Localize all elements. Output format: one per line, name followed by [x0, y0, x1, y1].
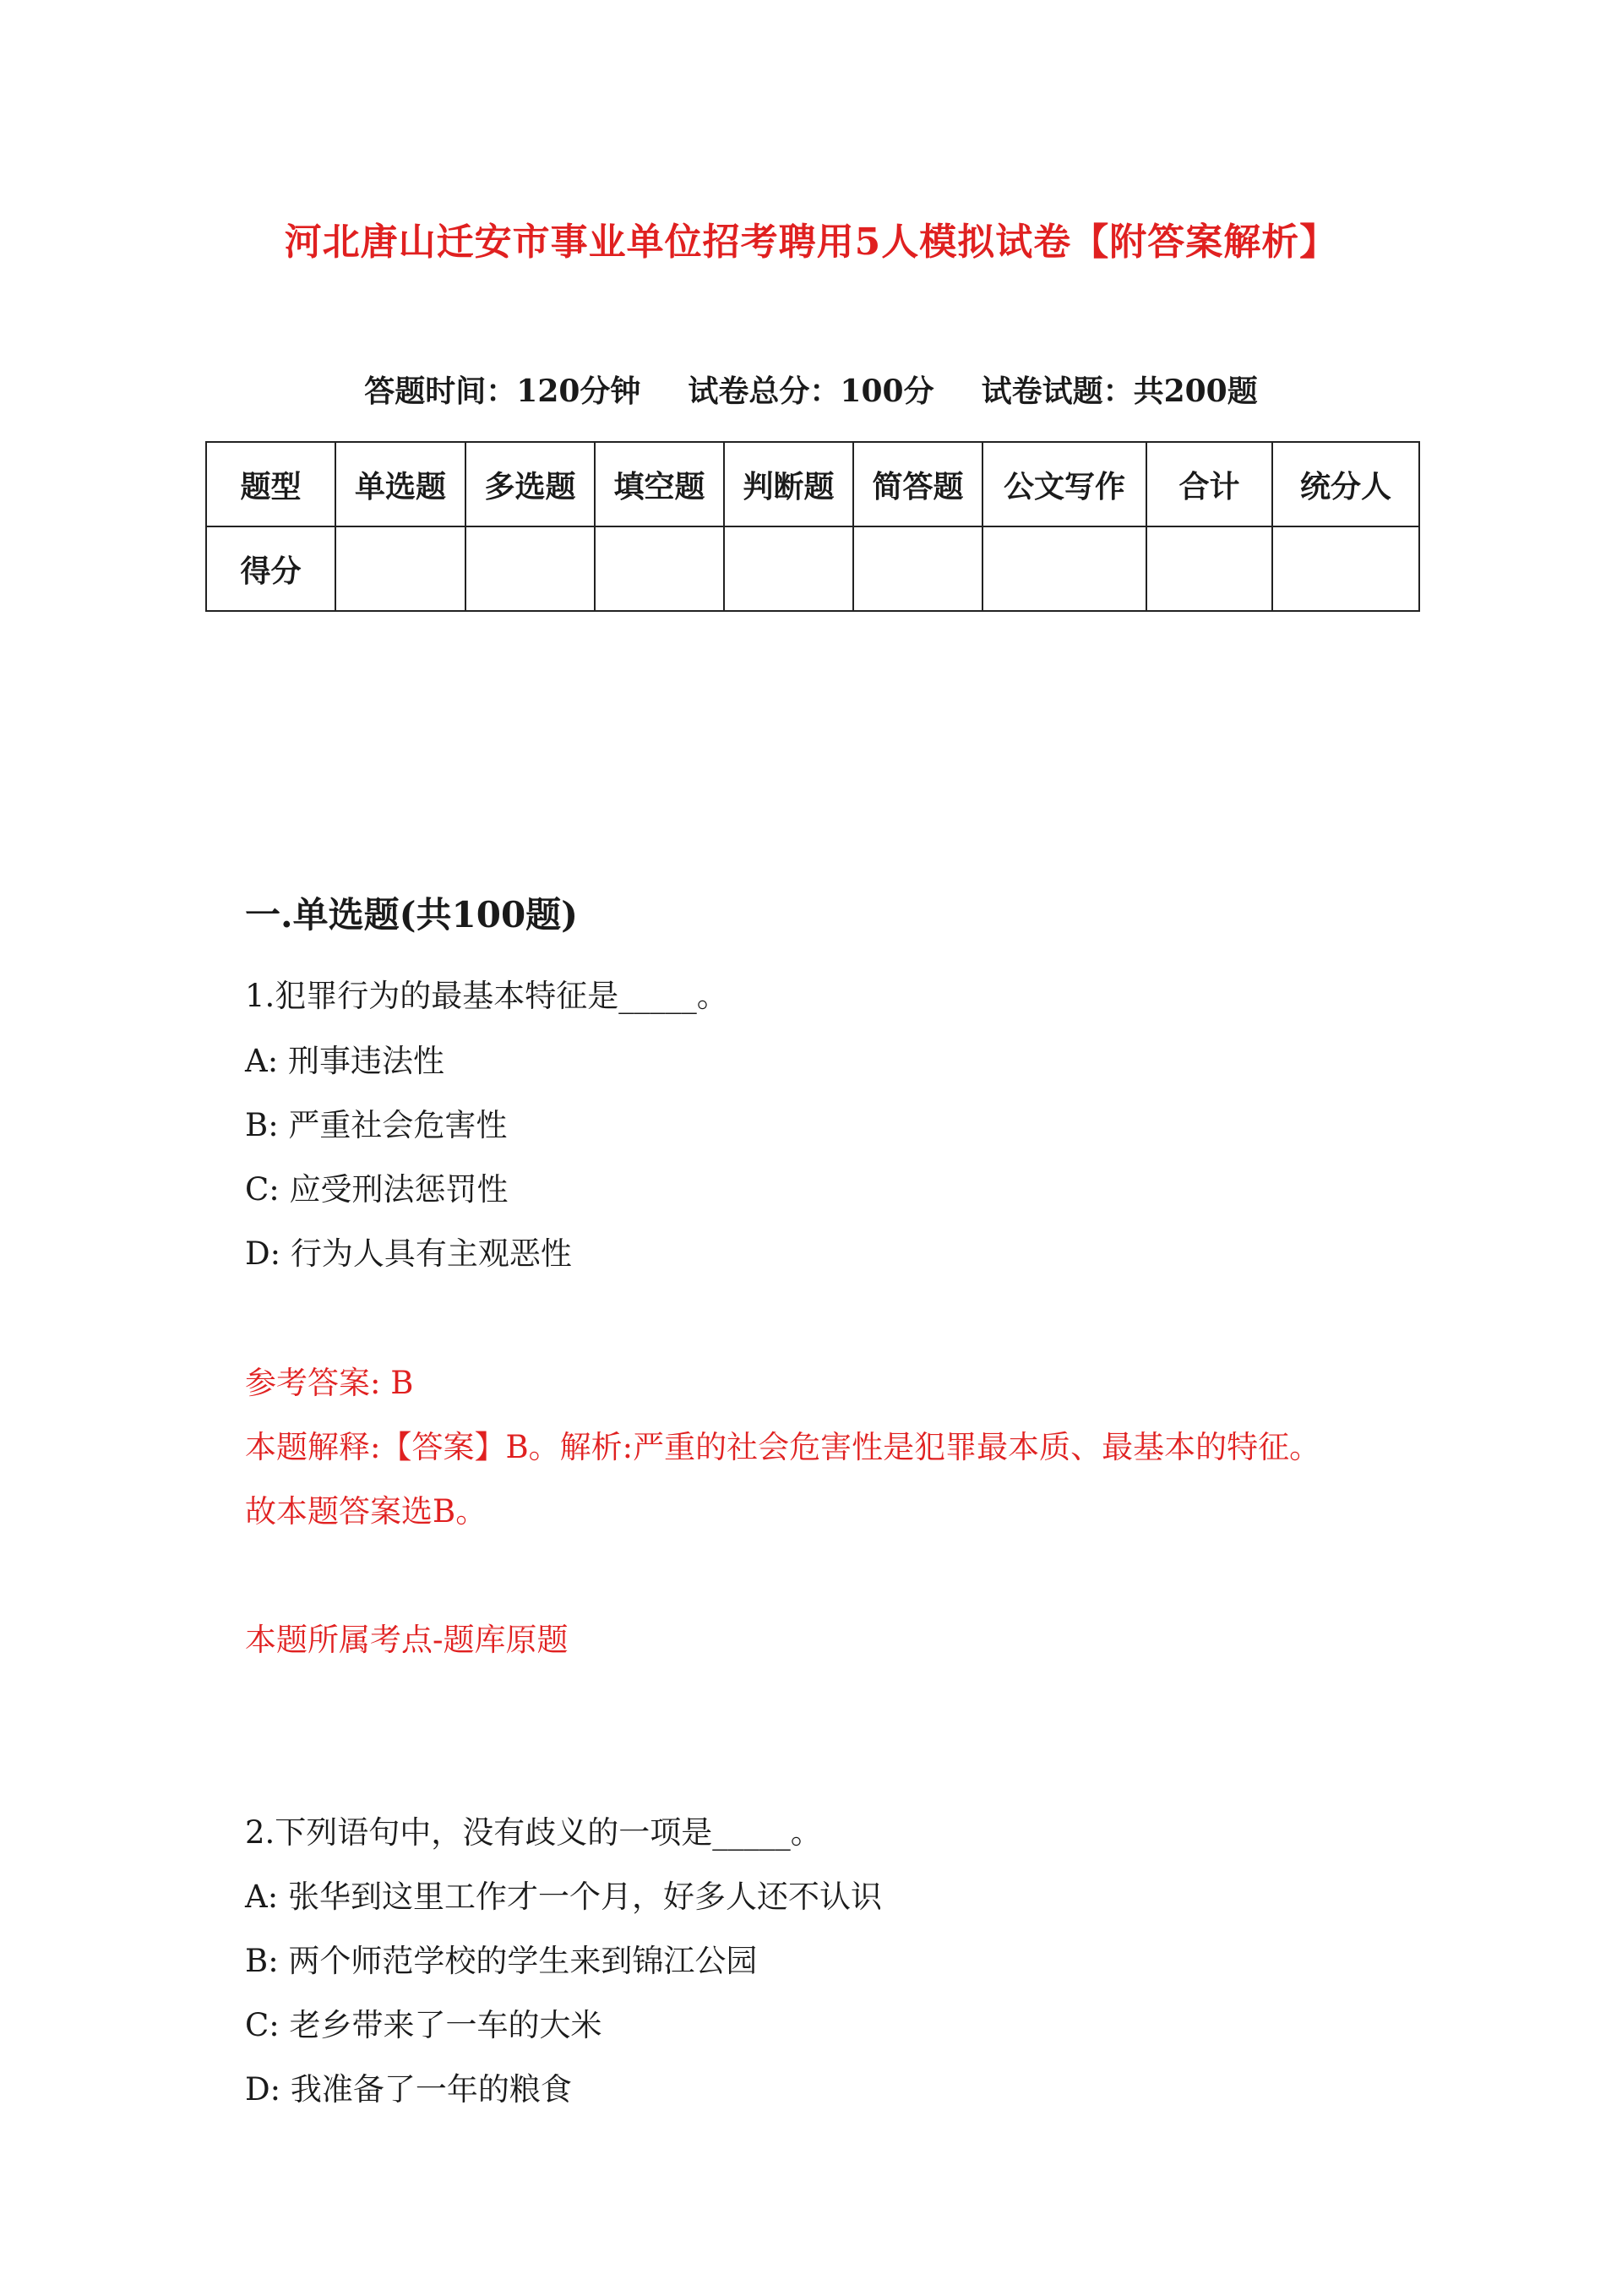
- score-cell: [595, 526, 724, 611]
- score-table-score-row: [206, 526, 1419, 611]
- exam-meta: [0, 368, 1622, 411]
- option-a: A: 张华到这里工作才一个月，好多人还不认识: [245, 1879, 882, 1915]
- question-stem: 1.犯罪行为的最基本特征是_____。: [245, 978, 728, 1014]
- explanation-line: 本题解释:【答案】B。解析:严重的社会危害性是犯罪最本质、最基本的特征。: [245, 1429, 1321, 1465]
- table-header-cell: 判断题: [724, 442, 853, 526]
- option-a: A: 刑事违法性: [245, 1043, 444, 1079]
- document-title: 河北唐山迁安市事业单位招考聘用5人模拟试卷【附答案解析】: [284, 221, 1338, 264]
- score-table-header-row: [206, 442, 1419, 526]
- score-cell: [1146, 526, 1272, 611]
- question-stem: 2.下列语句中，没有歧义的一项是_____。: [245, 1814, 822, 1851]
- score-cell: [1272, 526, 1419, 611]
- reference-answer: 参考答案: B: [245, 1365, 414, 1401]
- option-d: D: 行为人具有主观恶性: [245, 1235, 572, 1272]
- exam-question-count: 试卷试题：共200题: [981, 374, 1258, 409]
- option-c: C: 老乡带来了一车的大米: [245, 2007, 602, 2043]
- table-header-cell: 多选题: [465, 442, 595, 526]
- score-cell: [982, 526, 1146, 611]
- option-c: C: 应受刑法惩罚性: [245, 1171, 509, 1208]
- table-header-cell: 单选题: [335, 442, 465, 526]
- option-d: D: 我准备了一年的粮食: [245, 2071, 572, 2108]
- option-b: B: 两个师范学校的学生来到锦江公园: [245, 1943, 758, 1979]
- score-cell: [465, 526, 595, 611]
- table-header-cell: 合计: [1146, 442, 1272, 526]
- exam-total-score: 试卷总分：100分: [688, 374, 934, 409]
- table-header-cell: 统分人: [1272, 442, 1419, 526]
- score-cell: [853, 526, 982, 611]
- table-header-cell: 填空题: [595, 442, 724, 526]
- exam-time: 答题时间：120分钟: [364, 374, 641, 409]
- score-table: [205, 441, 1420, 612]
- option-b: B: 严重社会危害性: [245, 1107, 508, 1143]
- table-header-cell: 简答题: [853, 442, 982, 526]
- row-label-cell: 得分: [206, 526, 335, 611]
- explanation-line: 故本题答案选B。: [245, 1493, 487, 1530]
- score-cell: [724, 526, 853, 611]
- table-header-cell: 公文写作: [982, 442, 1146, 526]
- table-header-cell: 题型: [206, 442, 335, 526]
- topic-line: 本题所属考点-题库原题: [245, 1622, 569, 1658]
- section-title: 一.单选题(共100题): [245, 894, 579, 935]
- score-cell: [335, 526, 465, 611]
